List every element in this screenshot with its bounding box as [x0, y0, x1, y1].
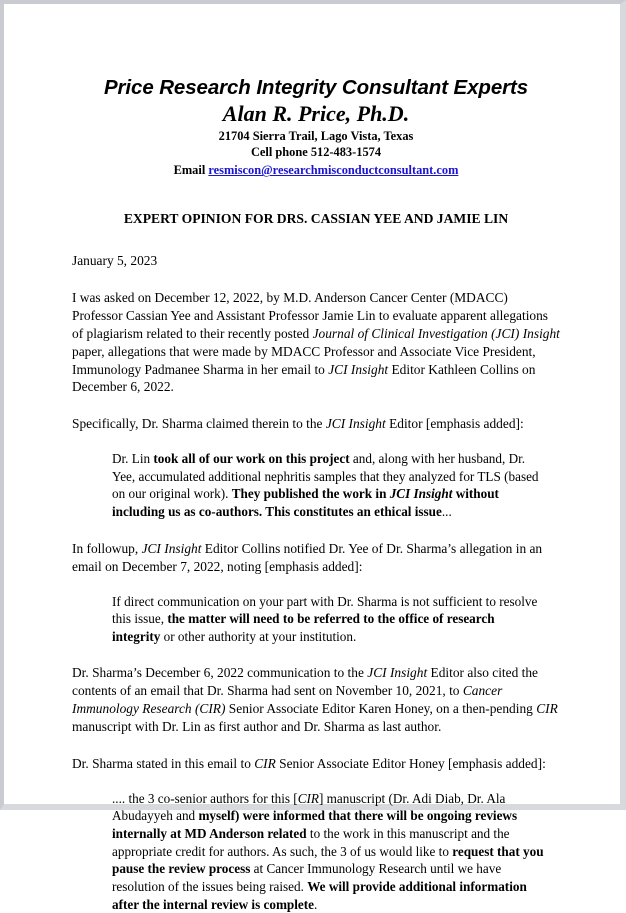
- text-segment: paper, allegations that were made by MDACC Professor and Associate Vice President, Immunology Padmanee Sharma in her email to: [72, 343, 536, 377]
- text-segment: to the work in this manuscript and the appropriate credit for authors. As such, the 3 of us would like to: [112, 826, 510, 859]
- journal-name-italic: JCI Insight: [325, 416, 386, 432]
- text-segment: Senior Associate Editor Karen Honey, on a then-pending: [225, 701, 537, 717]
- journal-name-italic: JCI Insight: [367, 665, 428, 681]
- journal-name-italic: Cancer Immunology Research (CIR): [72, 683, 503, 717]
- emphasis-bold: We will provide additional information after the internal review is complete: [112, 878, 527, 912]
- text-segment: ] manuscript (Dr. Adi Diab, Dr. Ala Abudayyeh and: [112, 790, 506, 824]
- text-segment: If direct communication on your part with Dr. Sharma is not sufficient to resolve this issue,: [112, 593, 538, 627]
- address-line: 21704 Sierra Trail, Lago Vista, Texas: [218, 128, 414, 143]
- text-segment: at Cancer Immunology Research until we have resolution of the issues being raised.: [112, 861, 502, 894]
- text-segment: Specifically, Dr. Sharma claimed therein to the: [72, 416, 326, 432]
- emphasis-bold: request that you pause the review process: [112, 843, 544, 877]
- email-line: [72, 162, 560, 179]
- text-segment: manuscript with Dr. Lin as first author and Dr. Sharma as last author.: [72, 719, 442, 735]
- text-segment: Editor Kathleen Collins on December 6, 2022.: [72, 361, 536, 395]
- text-segment: I was asked on December 12, 2022, by M.D. Anderson Cancer Center (MDACC) Professor Cassian Yee and Assistant Professor Jamie Lin to evaluate apparent allegations of plagiarism related to their recently posted: [72, 290, 549, 341]
- text-segment: .: [314, 896, 318, 912]
- document-content: [72, 4, 560, 913]
- document-title: EXPERT OPINION FOR DRS. CASSIAN YEE AND JAMIE LIN: [123, 211, 509, 227]
- phone-line: Cell phone 512-483-1574: [250, 145, 382, 160]
- letterhead: [72, 4, 560, 179]
- journal-name-italic: JCI Insight: [141, 540, 202, 556]
- journal-name-italic: Journal of Clinical Investigation (JCI) Insight: [312, 325, 560, 341]
- journal-name-bold-italic: JCI Insight: [389, 486, 453, 502]
- blockquote-editor-collins: [72, 576, 560, 646]
- paragraph-intro: [72, 270, 560, 396]
- emphasis-bold: They published the work in: [231, 486, 390, 502]
- text-segment: Dr. Sharma stated in this email to: [72, 755, 255, 771]
- journal-name-italic: CIR: [536, 701, 558, 717]
- text-segment: or other authority at your institution.: [160, 628, 357, 644]
- document-page: [4, 4, 620, 912]
- emphasis-bold: without including us as co-authors. This constitutes an ethical issue: [112, 486, 499, 520]
- text-segment: Dr. Sharma’s December 6, 2022 communication to the: [72, 665, 368, 681]
- consultant-name: Alan R. Price, Ph.D.: [222, 100, 410, 126]
- text-segment: Senior Associate Editor Honey [emphasis added]:: [275, 755, 546, 771]
- text-segment: Editor Collins notified Dr. Yee of Dr. Sharma’s allegation in an email on December 7, 2022, noting [emphasis added]:: [72, 540, 543, 574]
- text-segment: In followup,: [72, 540, 142, 556]
- text-segment: .... the 3 co-senior authors for this [: [112, 790, 298, 806]
- blockquote-sharma-cir-email: [72, 773, 560, 913]
- journal-name-italic: CIR: [297, 790, 319, 806]
- blockquote-sharma-claim: [72, 433, 560, 521]
- text-segment: and, along with her husband, Dr. Yee, accumulated additional nephritis samples that they analyzed for TLS (based on our original work).: [112, 451, 539, 502]
- text-segment: ...: [441, 504, 452, 520]
- text-segment: Editor also cited the contents of an email that Dr. Sharma had sent on November 10, 2021, to: [72, 665, 538, 699]
- emphasis-bold: myself) were informed that there will be ongoing reviews internally at MD Anderson related: [112, 808, 518, 842]
- firm-name: Price Research Integrity Consultant Experts: [103, 76, 529, 99]
- email-link[interactable]: resmiscon@researchmisconductconsultant.com: [208, 163, 459, 178]
- text-segment: Editor [emphasis added]:: [385, 416, 524, 432]
- text-segment: Dr. Lin: [112, 451, 154, 467]
- paragraph-cir-background: [72, 645, 560, 736]
- emphasis-bold: the matter will need to be referred to the office of research integrity: [112, 611, 495, 644]
- email-label: Email: [173, 163, 206, 178]
- paragraph-sharma-claim-lead: [72, 396, 560, 433]
- document-date: January 5, 2023: [72, 253, 158, 269]
- journal-name-italic: JCI Insight: [328, 361, 389, 377]
- paragraph-cir-email-lead: [72, 736, 560, 773]
- journal-name-italic: CIR: [254, 755, 276, 771]
- emphasis-bold: took all of our work on this project: [153, 451, 350, 467]
- paragraph-followup-lead: [72, 521, 560, 576]
